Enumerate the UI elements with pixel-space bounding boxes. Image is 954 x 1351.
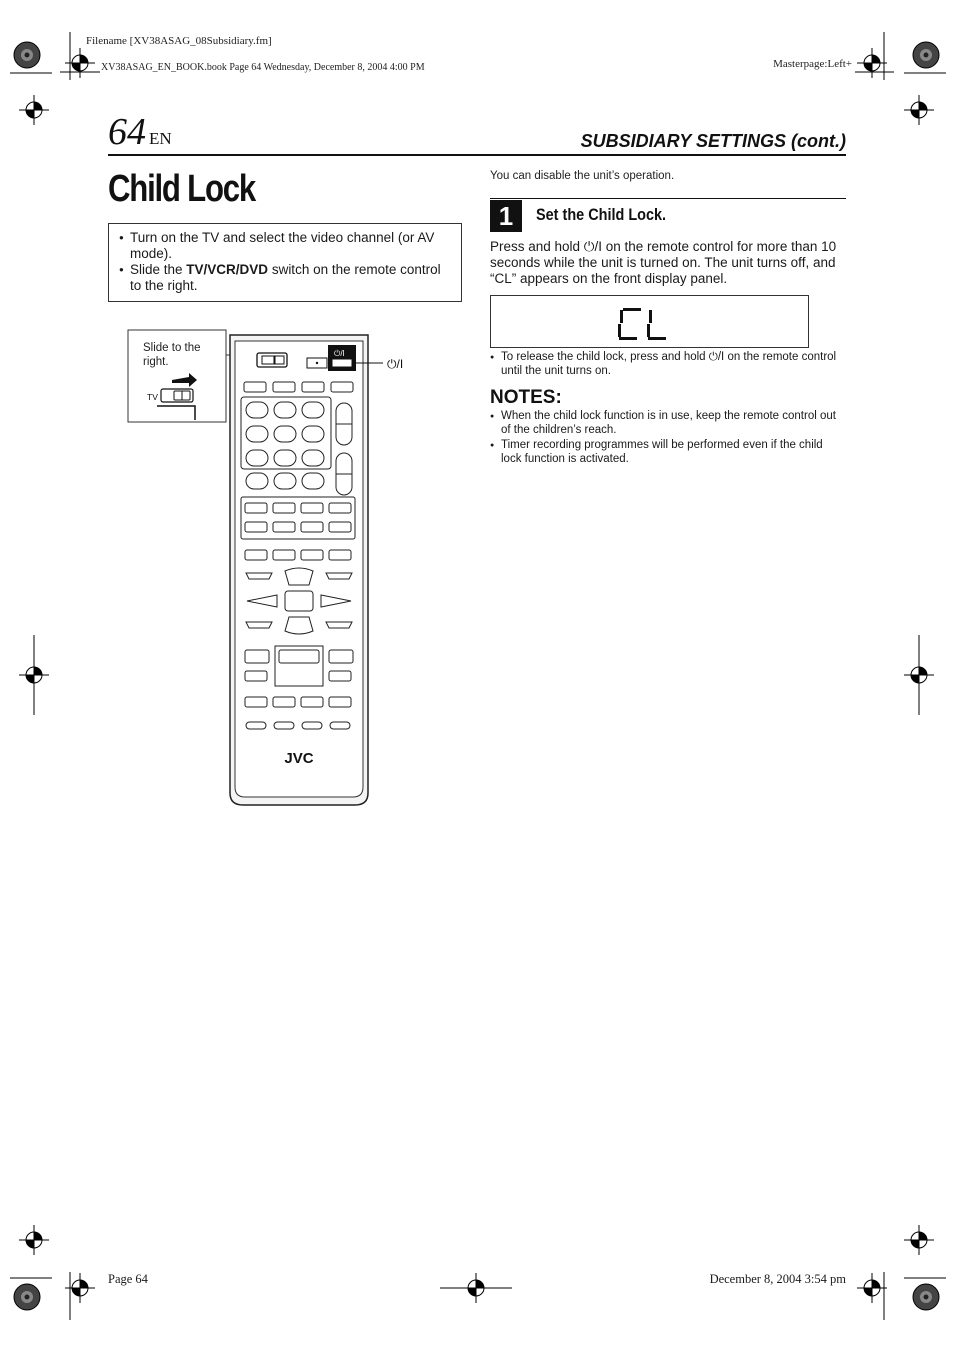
step-title: Set the Child Lock. [536, 205, 667, 224]
footer-date: December 8, 2004 3:54 pm [709, 1272, 846, 1286]
switch-label: TV [147, 392, 158, 402]
callout-line-2: right. [143, 356, 169, 368]
step-rule [490, 198, 846, 199]
prep-item: ● Slide the TV/VCR/DVD switch on the remote control to the right. [119, 262, 453, 294]
notes-title: NOTES: [490, 387, 562, 408]
front-display-panel [490, 295, 809, 348]
list-item: ● Timer recording programmes will be performed even if the child lock function is activated. [490, 438, 846, 466]
power-callout: ⏻/I [387, 357, 404, 371]
bullet-icon [490, 409, 501, 437]
footer-page: Page 64 [108, 1272, 148, 1286]
header-rule [108, 154, 846, 156]
page-language: EN [149, 129, 172, 148]
notes-list [490, 409, 846, 467]
page-number-value: 64 [108, 111, 146, 153]
release-note [490, 350, 846, 378]
page-title: Child Lock [108, 168, 255, 210]
callout-line-1: Slide to the [143, 342, 201, 354]
step-number: 1 [490, 200, 522, 232]
intro-text: You can disable the unit’s operation. [490, 170, 675, 182]
jvc-logo: JVC [284, 750, 314, 767]
remote-control-illustration [125, 325, 425, 815]
bullet-icon [490, 438, 501, 466]
print-book-info: XV38ASAG_EN_BOOK.book Page 64 Wednesday, December 8, 2004 4:00 PM [101, 62, 425, 73]
preparation-box [108, 223, 462, 302]
print-masterpage: Masterpage:Left+ [773, 58, 852, 70]
bullet-icon [119, 230, 130, 262]
print-filename: Filename [XV38ASAG_08Subsidiary.fm] [86, 35, 272, 47]
step-body: Press and hold ⏻/I on the remote control for more than 10 seconds while the unit is turned on. The unit turns off, and “CL” appears on the front display panel. [490, 239, 837, 286]
page-number [108, 112, 172, 159]
bullet-icon [490, 350, 501, 378]
section-title: SUBSIDIARY SETTINGS (cont.) [580, 131, 846, 151]
list-item: ● To release the child lock, press and hold ⏻/I on the remote control until the unit turns on. [490, 350, 846, 378]
list-item: ● When the child lock function is in use, keep the remote control out of the children’s reach. [490, 409, 846, 437]
prep-item: ● Turn on the TV and select the video channel (or AV mode). [119, 230, 453, 262]
power-key-label: ⏻/I [334, 349, 345, 358]
bullet-icon [119, 262, 130, 294]
cl-display-segments [491, 296, 808, 347]
